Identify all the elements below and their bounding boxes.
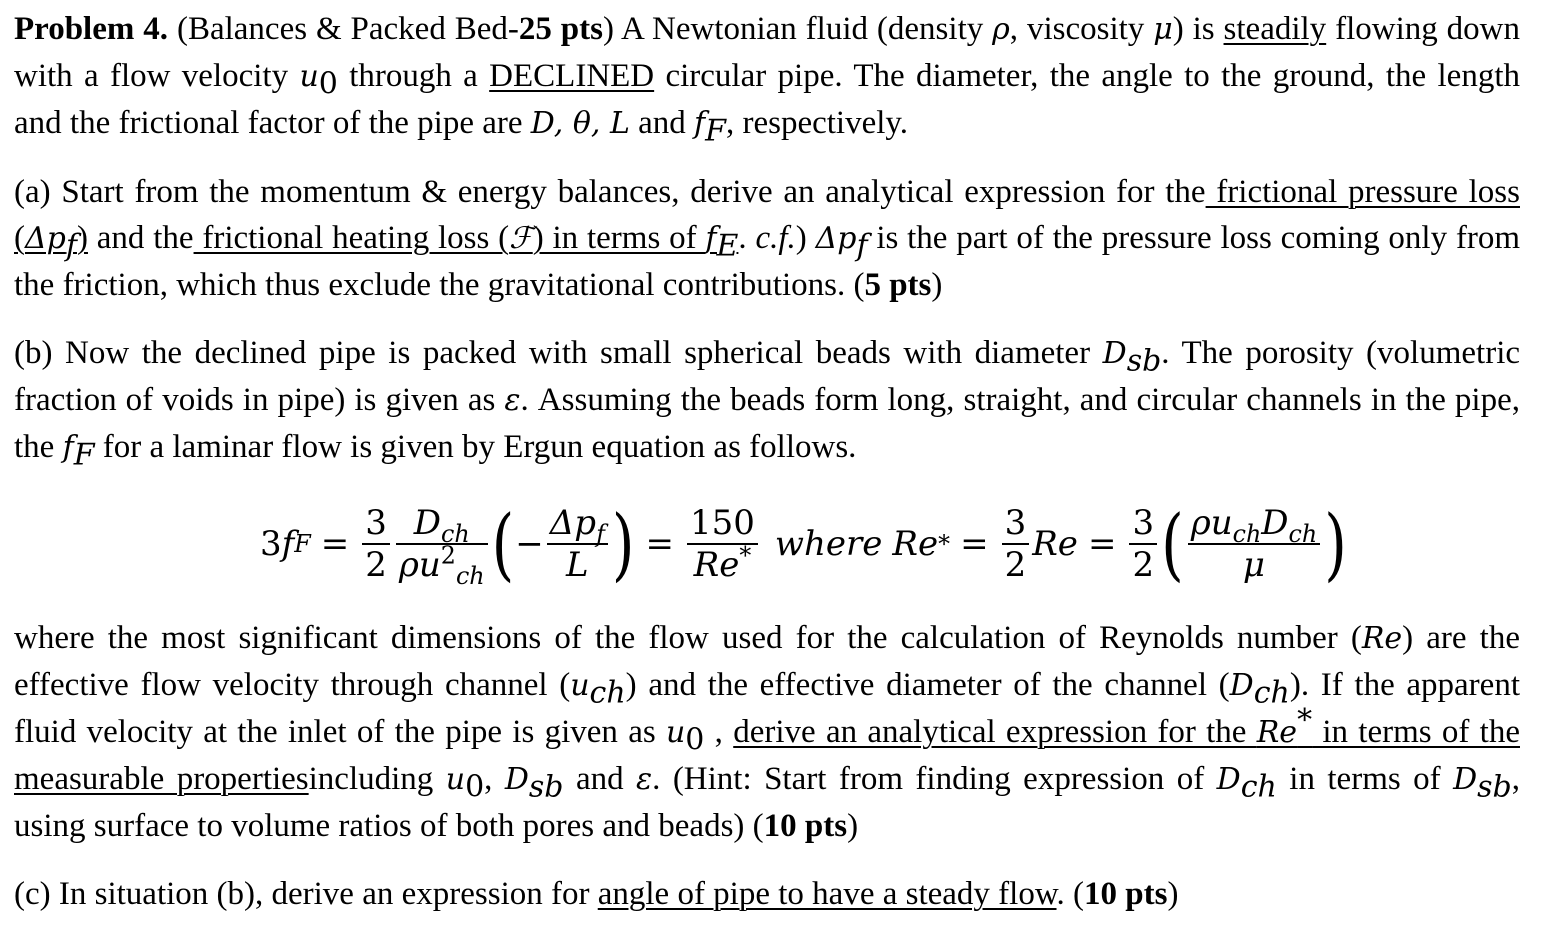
part-a: (a) Start from the momentum & energy balances, derive an analytical expression for the frictional pressure loss $(\Delta p_f)$ and the frictional heating loss (ℱ) in terms of $f_E$. c.f.) $\Delta p_f$ is the part of the pressure loss coming only from the friction, which thus exclude the gravitational contributions. (5 pts) [14,174,1521,303]
part-b: (b) Now the declined pipe is packed with small spherical beads with diameter $D_{sb}$. The porosity (volumetric fraction of voids in pipe) is given as ε. Assuming the beads form long, straight, and circular channels in the pipe, the $f_F$ for a laminar flow is given by Ergun equation as follows. [14,335,1521,473]
part-a-points: 5 pts [864,267,932,303]
frac-reynolds: $\frac{\rho u_{ch}D_{ch}}{\mu}$ [1188,503,1320,585]
problem-points: 25 pts [518,11,603,47]
problem-intro: Problem 4. (Balances & Packed Bed-25 pts) A Newtonian fluid (density ρ, viscosity μ) is steadily flowing down with a flow velocity $u_0$ through a DECLINED circular pipe. The diameter, the angle to the ground, the length and the frictional factor of the pipe are D, θ, L and $f_F$, respectively. [14,11,1520,149]
frac-150-over-re: $\frac{150}{Re^*}$ [687,503,758,585]
frac-dch-rho-u2: $\frac{D_{ch}}{\rho u^2_{ch}}$ [396,503,488,585]
part-b-points: 10 pts [763,808,848,844]
ergun-equation: 3 f F = $\frac{3}{2}$ $\frac{D_{ch}}{\rho u^2_{ch}}$ ( − $\frac{\Delta p_f}{L}$ ) = $\frac{150}{Re^*}$ where Re * = $\frac{3}{2}$ Re = $\frac{3}{2}$ ( $\frac{\rho u_{ch}D_{ch}}{\mu}$ ) [260,498,1347,590]
part-c: (c) In situation (b), derive an expression for angle of pipe to have a steady flow. (10 pts) [14,876,1179,912]
problem-title: Problem 4. [14,11,169,47]
frac-dp-over-L: $\frac{\Delta p_f}{L}$ [547,503,608,585]
part-c-points: 10 pts [1084,876,1168,912]
frac-three-halves: $\frac{3}{2}$ [362,503,390,585]
problem-document [14,6,1520,917]
part-b-continued: where the most significant dimensions of the flow used for the calculation of Reynolds number (Re) are the effective flow velocity through channel $(u_{ch})$ and the effective diameter of the channel $(D_{ch})$. If the apparent fluid velocity at the inlet of the pipe is given as $u_0$ , derive an analytical expression for the Re* in terms of the measurable propertiesincluding $u_0$, $D_{sb}$ and ε. (Hint: Start from finding expression of $D_{ch}$ in terms of $D_{sb}$, using surface to volume ratios of both pores and beads) (10 pts) [14,620,1520,844]
